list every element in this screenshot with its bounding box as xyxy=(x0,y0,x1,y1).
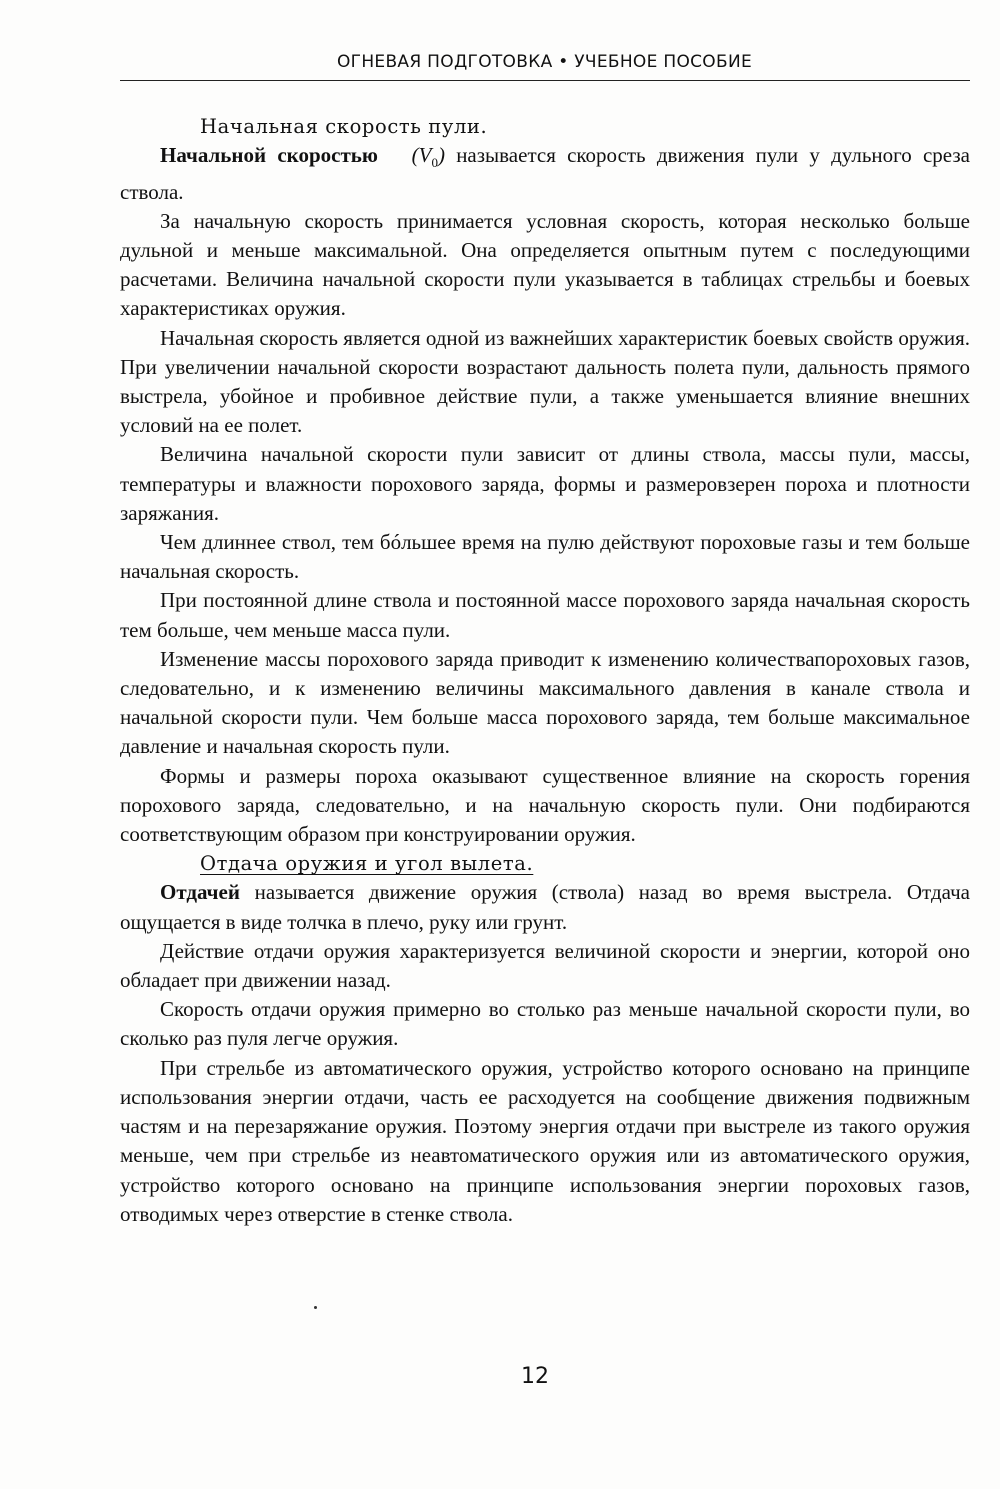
definition-text: называется скорость движения пули у дульного среза ствола. xyxy=(120,143,971,204)
term-recoil: Отдачей xyxy=(160,880,240,905)
paragraph-definition-velocity xyxy=(120,141,970,207)
section-title-recoil-text: Отдача оружия и угол вылета. xyxy=(200,852,534,876)
running-header: ОГНЕВАЯ ПОДГОТОВКА • УЧЕБНОЕ ПОСОБИЕ xyxy=(337,52,752,72)
paragraph-definition-recoil xyxy=(120,878,970,936)
definition-text: называется движение оружия (ствола) назад во время выстрела. Отдача ощущается в виде толчка в плечо, руку или грунт. xyxy=(120,880,970,934)
paragraph: Формы и размеры пороха оказывают существенное влияние на скорость горения порохового заряда, следовательно, и на начальную скорость пули. Они подбираются соответствующим образом при конструировании оружия. xyxy=(120,763,970,847)
paragraph: Начальная скорость является одной из важнейших характеристик боевых свойств оружия. При увеличении начальной скорости возрастают дальность полета пули, дальность прямого выстрела, убойное и пробивное действие пули, а также уменьшается влияние внешних условий на ее полет. xyxy=(120,325,970,438)
main-text xyxy=(120,112,970,1229)
section-title-muzzle-velocity: Начальная скорость пули. xyxy=(200,115,488,138)
paragraph: Величина начальной скорости пули зависит от длины ствола, массы пули, массы, температуры и влажности порохового заряда, формы и размеровзерен пороха и плотности заряжания. xyxy=(120,442,970,525)
paragraph: Скорость отдачи оружия примерно во столько раз меньше начальной скорости пули, во сколько раз пуля легче оружия. xyxy=(120,997,970,1051)
header-rule xyxy=(120,80,970,81)
paragraph: При стрельбе из автоматического оружия, устройство которого основано на принципе использования энергии отдачи, часть ее расходуется на сообщение движения подвижным частям и на перезаряжание оружия. Поэтому энергия отдачи при выстреле из такого оружия меньше, чем при стрельбе из неавтоматического оружия или из автоматического оружия, устройство которого основано на принципе использования энергии пороховых газов, отводимых через отверстие в стенке ствола. xyxy=(120,1055,970,1226)
page-number: 12 xyxy=(521,1364,549,1389)
paragraph: За начальную скорость принимается условная скорость, которая несколько больше дульной и меньше максимальной. Она определяется опытным путем с последующими расчетами. Величина начальной скорости пули указывается в таблицах стрельбы и боевых характеристиках оружия. xyxy=(120,208,970,321)
formula-open-paren: ( xyxy=(411,143,419,168)
formula-symbol: V xyxy=(418,143,432,168)
scan-speck xyxy=(314,1306,317,1309)
formula-close-paren: ) xyxy=(437,143,445,168)
paragraph: Чем длиннее ствол, тем бóльшее время на пулю действуют пороховые газы и тем больше начальная скорость. xyxy=(120,530,970,584)
term-muzzle-velocity: Начальной скоростью xyxy=(160,143,378,168)
section-title-recoil xyxy=(120,849,970,878)
formula-v0 xyxy=(411,143,445,171)
formula-subscript: 0 xyxy=(431,155,438,171)
paragraph: Изменение массы порохового заряда приводит к изменению количествапороховых газов, следовательно, и к изменению величины максимального давления в канале ствола и начальной скорости пули. Чем больше масса порохового заряда, тем больше максимальное давление и начальная скорость пули. xyxy=(120,646,970,759)
paragraph: При постоянной длине ствола и постоянной массе порохового заряда начальная скорость тем больше, чем меньше масса пули. xyxy=(120,588,970,642)
paragraph: Действие отдачи оружия характеризуется величиной скорости и энергии, которой оно обладает при движении назад. xyxy=(120,938,970,993)
